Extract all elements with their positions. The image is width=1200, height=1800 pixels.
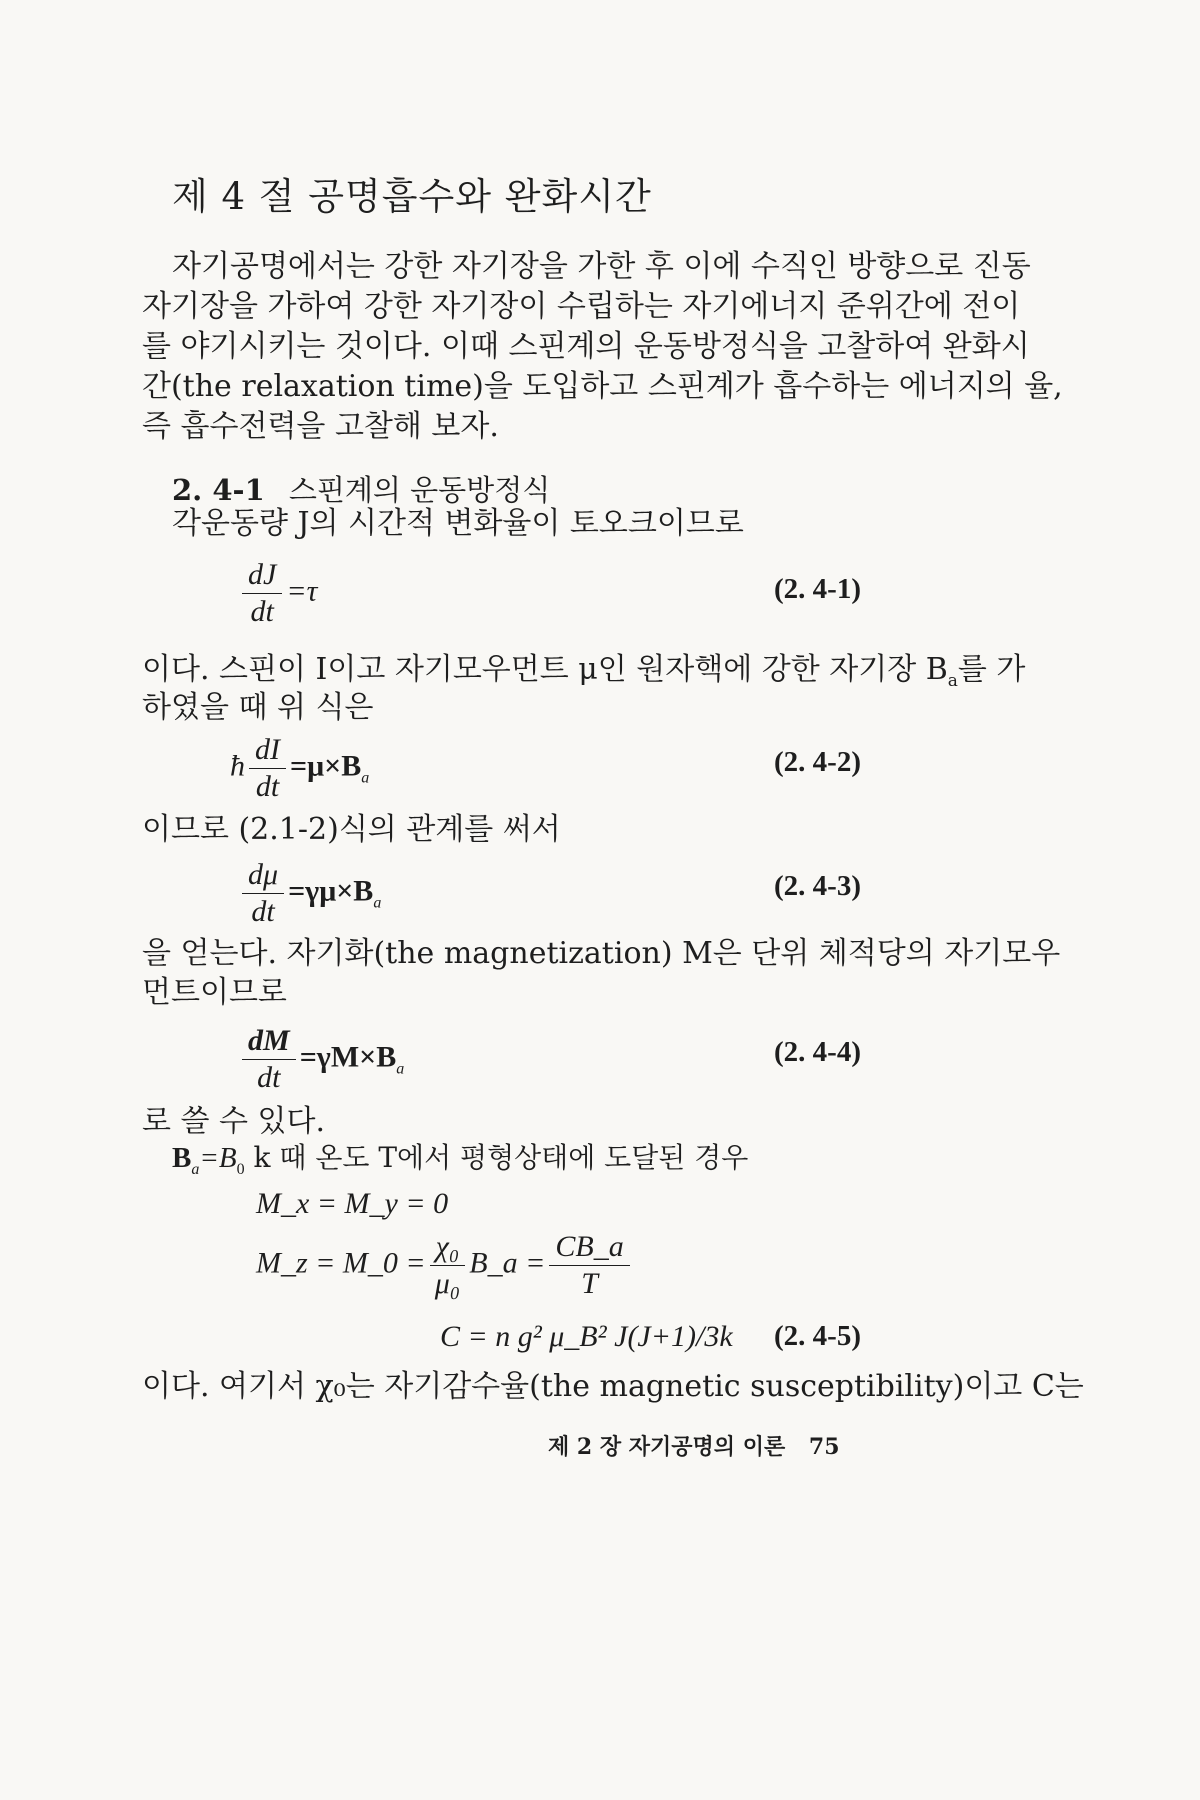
equation-2-4-5b <box>256 1230 634 1301</box>
numerator: dI <box>249 733 286 769</box>
eq5b-mid: B_a = <box>469 1246 546 1280</box>
fraction <box>249 733 286 804</box>
denominator-2: T <box>581 1267 598 1300</box>
paragraph-2-tail: 를 가 <box>957 652 1026 687</box>
intro-line-1: 자기공명에서는 강한 자기장을 가한 후 이에 수직인 방향으로 진동 <box>172 249 1031 284</box>
paragraph-6 <box>172 1134 748 1193</box>
numerator: dJ <box>242 558 282 594</box>
numerator-1: χ₀ <box>430 1230 466 1266</box>
equation-2-4-5a: M_x = M_y = 0 <box>256 1187 449 1220</box>
equation-2-4-5c: C = n g² μ_B² J(J+1)/3k <box>440 1320 733 1353</box>
equation-rhs: =γμ×B <box>288 874 374 908</box>
equation-label-2-4-5: (2. 4-5) <box>774 1320 861 1352</box>
p6-sub0: 0 <box>236 1160 245 1178</box>
intro-line-2: 자기장을 가하여 강한 자기장이 수립하는 자기에너지 준위간에 전이 <box>142 289 1021 324</box>
subscript: a <box>396 1060 405 1078</box>
section-title: 제 4 절 공명흡수와 완화시간 <box>172 175 652 218</box>
equation-2-4-3 <box>238 858 381 929</box>
subscript: a <box>361 769 370 787</box>
subscript: a <box>373 894 382 912</box>
numerator: dM <box>242 1024 296 1060</box>
p6-pre: B <box>172 1142 192 1174</box>
equation-label-2-4-1: (2. 4-1) <box>774 573 861 605</box>
paragraph-4-line-1: 을 얻는다. 자기화(the magnetization) M은 단위 체적당의 자기모우 <box>142 936 1061 971</box>
page-number: 75 <box>808 1434 840 1460</box>
equation-label-2-4-2: (2. 4-2) <box>774 746 861 778</box>
fraction <box>242 1024 296 1095</box>
equation-2-4-2 <box>230 733 369 804</box>
denominator: dt <box>257 1061 281 1094</box>
equation-rhs: =γM×B <box>299 1040 397 1074</box>
denominator-1: μ₀ <box>434 1267 461 1300</box>
hbar: ħ <box>230 749 245 783</box>
intro-line-5: 즉 흡수전력을 고찰해 보자. <box>142 409 499 444</box>
paragraph-3: 이므로 (2.1-2)식의 관계를 써서 <box>142 812 561 847</box>
fraction <box>242 558 282 629</box>
equation-2-4-4 <box>238 1024 404 1095</box>
p6-rest: k 때 온도 T에서 평형상태에 도달된 경우 <box>244 1141 749 1174</box>
footer-chapter: 제 2 장 자기공명의 이론 <box>548 1434 786 1460</box>
equation-label-2-4-4: (2. 4-4) <box>774 1036 861 1068</box>
subsection-number: 2. 4-1 <box>172 473 265 507</box>
fraction-2 <box>549 1230 629 1301</box>
intro-line-4: 간(the relaxation time)을 도입하고 스핀계가 흡수하는 에너지의 율, <box>142 369 1063 404</box>
denominator: dt <box>255 770 280 803</box>
equation-rhs: =μ×B <box>290 749 362 783</box>
page-footer <box>548 1430 840 1461</box>
equation-label-2-4-3: (2. 4-3) <box>774 870 861 902</box>
eq5b-lhs: M_z = M_0 = <box>256 1246 426 1280</box>
subsection-title: 스핀계의 운동방정식 <box>288 473 551 507</box>
intro-line-3: 를 야기시키는 것이다. 이때 스핀계의 운동방정식을 고찰하여 완화시 <box>142 329 1030 364</box>
paragraph-2-line-2: 하였을 때 위 식은 <box>142 690 374 725</box>
paragraph-7: 이다. 여기서 χ₀는 자기감수율(the magnetic susceptibility)이고 C는 <box>142 1369 1084 1404</box>
paragraph-2-text: 이다. 스핀이 I이고 자기모우먼트 μ인 원자핵에 강한 자기장 B <box>142 652 948 687</box>
equation-2-4-1 <box>238 558 317 629</box>
numerator: dμ <box>242 858 284 894</box>
subscript: a <box>947 671 958 691</box>
denominator: dt <box>251 895 275 928</box>
fraction <box>242 858 284 929</box>
denominator: dt <box>250 595 274 628</box>
p6-mid: =B <box>199 1142 237 1174</box>
paragraph-5: 로 쓸 수 있다. <box>142 1104 326 1139</box>
paragraph-1: 각운동량 J의 시간적 변화율이 토오크이므로 <box>172 506 744 541</box>
p6-sub: a <box>191 1160 200 1178</box>
fraction-1 <box>430 1230 466 1301</box>
paragraph-4-line-2: 먼트이므로 <box>142 975 287 1010</box>
numerator-2: CB_a <box>549 1230 629 1266</box>
equation-rhs: =τ <box>286 574 318 608</box>
